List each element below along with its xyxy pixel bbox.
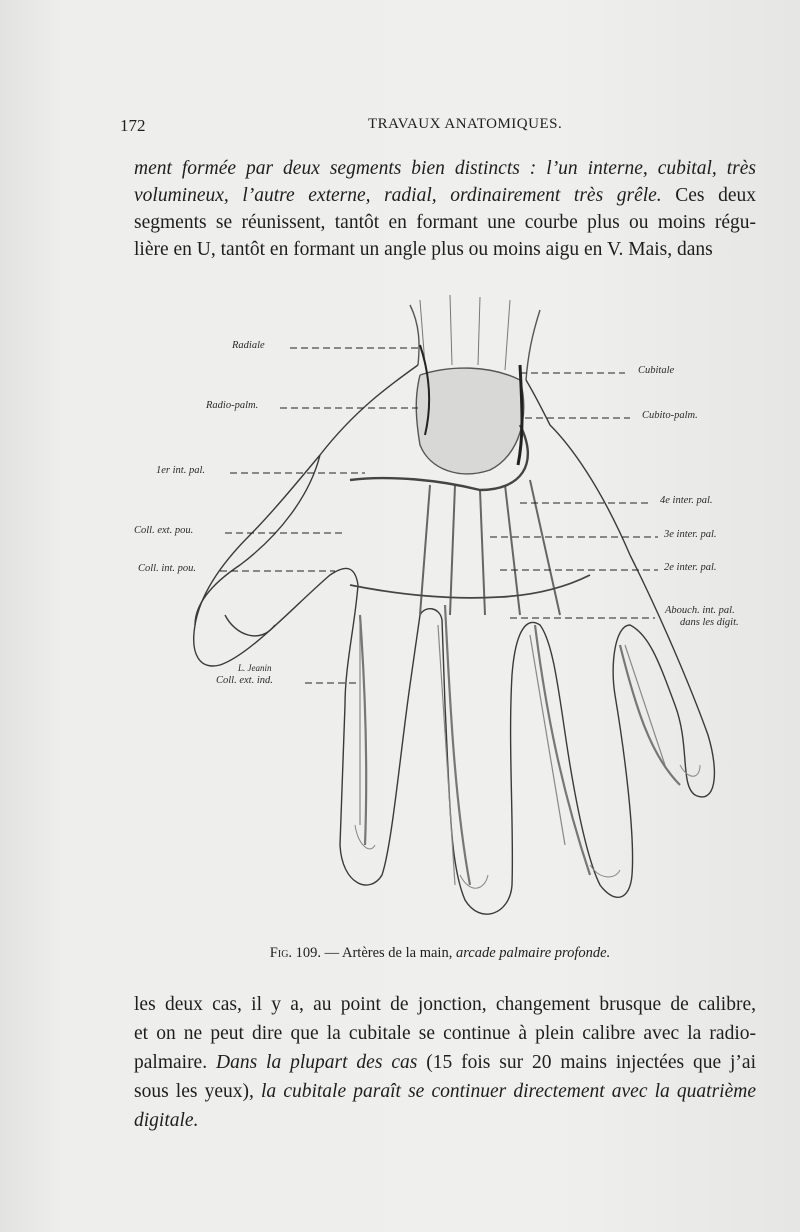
text-line [134, 155, 756, 182]
text-line [134, 1077, 756, 1106]
label-3e-inter-pal: 3e inter. pal. [664, 529, 717, 540]
label-2e-inter-pal: 2e inter. pal. [664, 562, 717, 573]
caption-fig-number: Fig. 109. [269, 945, 322, 961]
label-dans-les-digit: dans les digit. [680, 617, 739, 628]
text-line [134, 1019, 756, 1048]
caption-dash: — [324, 945, 342, 961]
label-cubito-palm: Cubito-palm. [642, 410, 698, 421]
running-title: TRAVAUX ANATOMIQUES. [368, 116, 563, 132]
paragraph-bottom [134, 990, 756, 1135]
text-line [134, 1106, 756, 1135]
label-coll-int-pou: Coll. int. pou. [138, 563, 197, 574]
label-4e-inter-pal: 4e inter. pal. [660, 495, 713, 506]
page-number: 172 [120, 116, 146, 135]
text-run: sous les yeux), [134, 1081, 262, 1102]
text-line [134, 182, 756, 209]
running-head [120, 116, 740, 138]
text-run: ment formée par deux segments bien distincts : l’un interne, cubital, très [134, 158, 756, 179]
text-run: volumineux, l’autre externe, radial, ordinairement très grêle. [134, 185, 662, 206]
label-radiale: Radiale [232, 340, 265, 351]
text-run: Dans la plupart des cas [215, 1052, 418, 1073]
text-line [134, 236, 756, 263]
text-run: et on ne peut dire que la cubitale se continue à plein calibre avec la radio- [134, 1023, 756, 1044]
hand-illustration [120, 285, 760, 935]
engraver-signature: L. Jeanin [238, 663, 272, 673]
text-line [134, 990, 756, 1019]
caption-text: Artères de la main, [342, 945, 453, 961]
text-line [134, 209, 756, 236]
text-run: (15 fois sur 20 mains injectées que j’ai [417, 1052, 756, 1073]
text-run: lière en U, tantôt en formant un angle plus ou moins aigu en V. Mais, dans [134, 239, 713, 260]
caption-italic: arcade palmaire profonde. [455, 945, 611, 961]
label-radio-palm: Radio-palm. [206, 400, 259, 411]
label-abouch-int-pal: Abouch. int. pal. [665, 605, 735, 616]
figure-caption [120, 945, 760, 962]
paragraph-top [134, 155, 756, 263]
text-run: les deux cas, il y a, au point de jonction, changement brusque de calibre, [134, 994, 756, 1015]
text-run: palmaire. [134, 1052, 216, 1073]
text-line [134, 1048, 756, 1077]
label-coll-ext-ind: Coll. ext. ind. [216, 675, 273, 686]
text-run: la cubitale paraît se continuer directement avec la quatrième [261, 1081, 756, 1102]
text-run: segments se réunissent, tantôt en formant une courbe plus ou moins régu- [134, 212, 756, 233]
hand-arteries-figure [120, 285, 760, 935]
text-run: digitale. [134, 1110, 199, 1131]
text-run: Ces deux [661, 185, 756, 206]
label-1er-int-pal: 1er int. pal. [156, 465, 205, 476]
label-cubitale: Cubitale [638, 365, 675, 376]
label-coll-ext-pou: Coll. ext. pou. [134, 525, 194, 536]
